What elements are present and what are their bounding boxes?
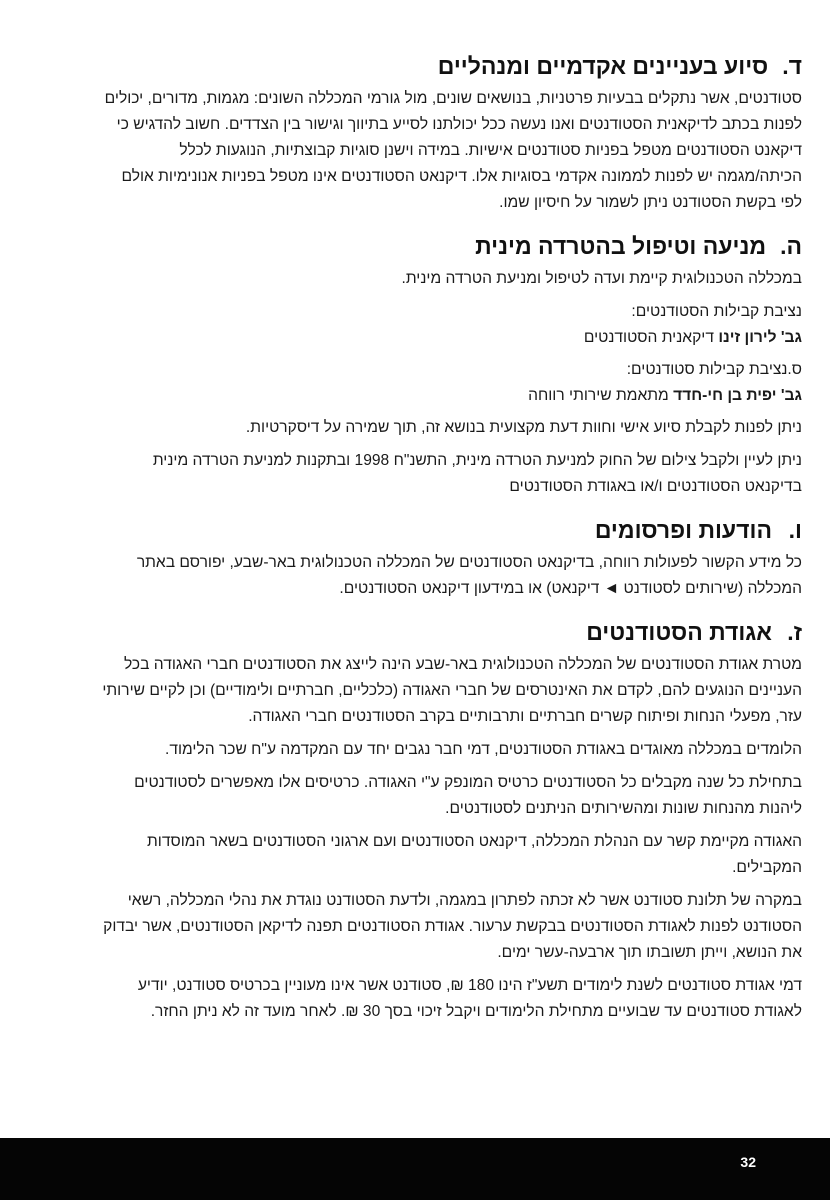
document-page	[100, 50, 802, 1039]
section-heading	[100, 230, 802, 262]
contact-label: נציבת קבילות הסטודנטים:	[631, 303, 802, 320]
paragraph: בתחילת כל שנה מקבלים כל הסטודנטים כרטיס המונפק ע"י האגודה. כרטיסים אלו מאפשרים לסטודנטים ליהנות מהנחות שונות ומהשירותים הניתנים לסטודנטים.	[134, 774, 802, 817]
page-footer	[0, 1138, 830, 1200]
section-student-union	[100, 616, 802, 1025]
section-letter: ד.	[782, 53, 802, 79]
paragraph: סטודנטים, אשר נתקלים בבעיות פרטניות, בנושאים שונים, מול גורמי המכללה השונים: מגמות, מדורים, יכולים לפנות בכתב לדיקאנית הסטודנטים ואנו נעשה ככל יכולתנו לסייע בתיווך וגישור בין הצדדים. חשוב להדגיש כי דיקאנט הסטודנטים מטפל בפניות סטודנטים אישיות. במידה וישנן סוגיות קבוצתיות, הנוגעות לכלל הכיתה/מגמה יש לפנות לממונה אקדמי בסוגיות אלו. דיקנאט הסטודנטים אינו מטפל בפניות אנונימיות אולם לפי בקשת הסטודנט ניתן לשמור על חיסיון שמו.	[104, 90, 802, 211]
contact-line	[100, 325, 802, 351]
page-number: 32	[740, 1154, 756, 1170]
section-academic-support	[100, 50, 802, 216]
section-title: הודעות ופרסומים	[594, 517, 772, 543]
paragraph: דמי אגודת סטודנטים לשנת לימודים תשע"ז הינו 180 ₪, סטודנט אשר אינו מעוניין בכרטיס סטודנט, יודיע לאגודת סטודנטים עד שבועיים מתחילת הלימודים ויקבל זיכוי בסך 30 ₪. לאחר מועד זה לא ניתן החזר.	[137, 977, 802, 1020]
paragraph: במכללה הטכנולוגית קיימת ועדה לטיפול ומניעת הטרדה מינית.	[401, 270, 802, 287]
section-title: מניעה וטיפול בהטרדה מינית	[475, 233, 767, 259]
section-letter: ז.	[787, 619, 802, 645]
section-harassment	[100, 230, 802, 500]
section-title: אגודת הסטודנטים	[586, 619, 772, 645]
section-title: סיוע בעניינים אקדמיים ומנהליים	[437, 53, 769, 79]
contact-role: מתאמת שירותי רווחה	[528, 387, 669, 404]
paragraph: במקרה של תלונת סטודנט אשר לא זכתה לפתרון במגמה, ולדעת הסטודנט נוגדת את נהלי המכללה, רשאי הסטודנט לפנות לאגודת הסטודנטים בבקשת ערעור. אגודת הסטודנטים תפנה לדיקאן הסטודנטים, אשר יבדוק את הנושא, וייתן תשובתו תוך ארבעה-עשר ימים.	[103, 892, 802, 961]
section-heading	[100, 514, 802, 546]
section-letter: ו.	[788, 517, 802, 543]
paragraph: הלומדים במכללה מאוגדים באגודת הסטודנטים, דמי חבר נגבים יחד עם המקדמה ע"ח שכר הלימוד.	[164, 741, 802, 758]
section-heading	[100, 50, 802, 82]
paragraph: כל מידע הקשור לפעולות רווחה, בדיקנאט הסטודנטים של המכללה הטכנולוגית באר-שבע, יפורסם באתר המכללה (שירותים לסטודנט ◄ דיקנאט) או במידעון דיקנאט הסטודנטים.	[136, 554, 802, 597]
contact-block	[100, 299, 802, 351]
section-announcements	[100, 514, 802, 602]
contact-name: גב' יפית בן חי-חדד	[673, 387, 802, 404]
section-heading	[100, 616, 802, 648]
contact-name: גב' לירון זינו	[718, 329, 802, 346]
paragraph: האגודה מקיימת קשר עם הנהלת המכללה, דיקנאט הסטודנטים ועם ארגוני הסטודנטים בשאר המוסדות המקבילים.	[147, 833, 802, 876]
contact-block	[100, 357, 802, 409]
contact-line	[100, 383, 802, 409]
contact-role: דיקאנית הסטודנטים	[583, 329, 714, 346]
paragraph: מטרת אגודת הסטודנטים של המכללה הטכנולוגית באר-שבע הינה לייצג את הסטודנטים חברי האגודה בכל העניינים הנוגעים להם, לקדם את האינטרסים של חברי האגודה (כלכליים, חברתיים ולימודיים) וכן לקיים שירותי עזר, מפעלי הנחות ופיתוח קשרים חברתיים ותרבותיים בקרב הסטודנטים חברי האגודה.	[102, 656, 802, 725]
paragraph: ניתן לפנות לקבלת סיוע אישי וחוות דעת מקצועית בנושא זה, תוך שמירה על דיסקרטיות.	[245, 419, 802, 436]
contact-label: ס.נציבת קבילות סטודנטים:	[626, 361, 802, 378]
paragraph: ניתן לעיין ולקבל צילום של החוק למניעת הטרדה מינית, התשנ"ח 1998 ובתקנות למניעת הטרדה מינית בדיקנאט הסטודנטים ו/או באגודת הסטודנטים	[152, 452, 802, 495]
section-letter: ה.	[780, 233, 802, 259]
